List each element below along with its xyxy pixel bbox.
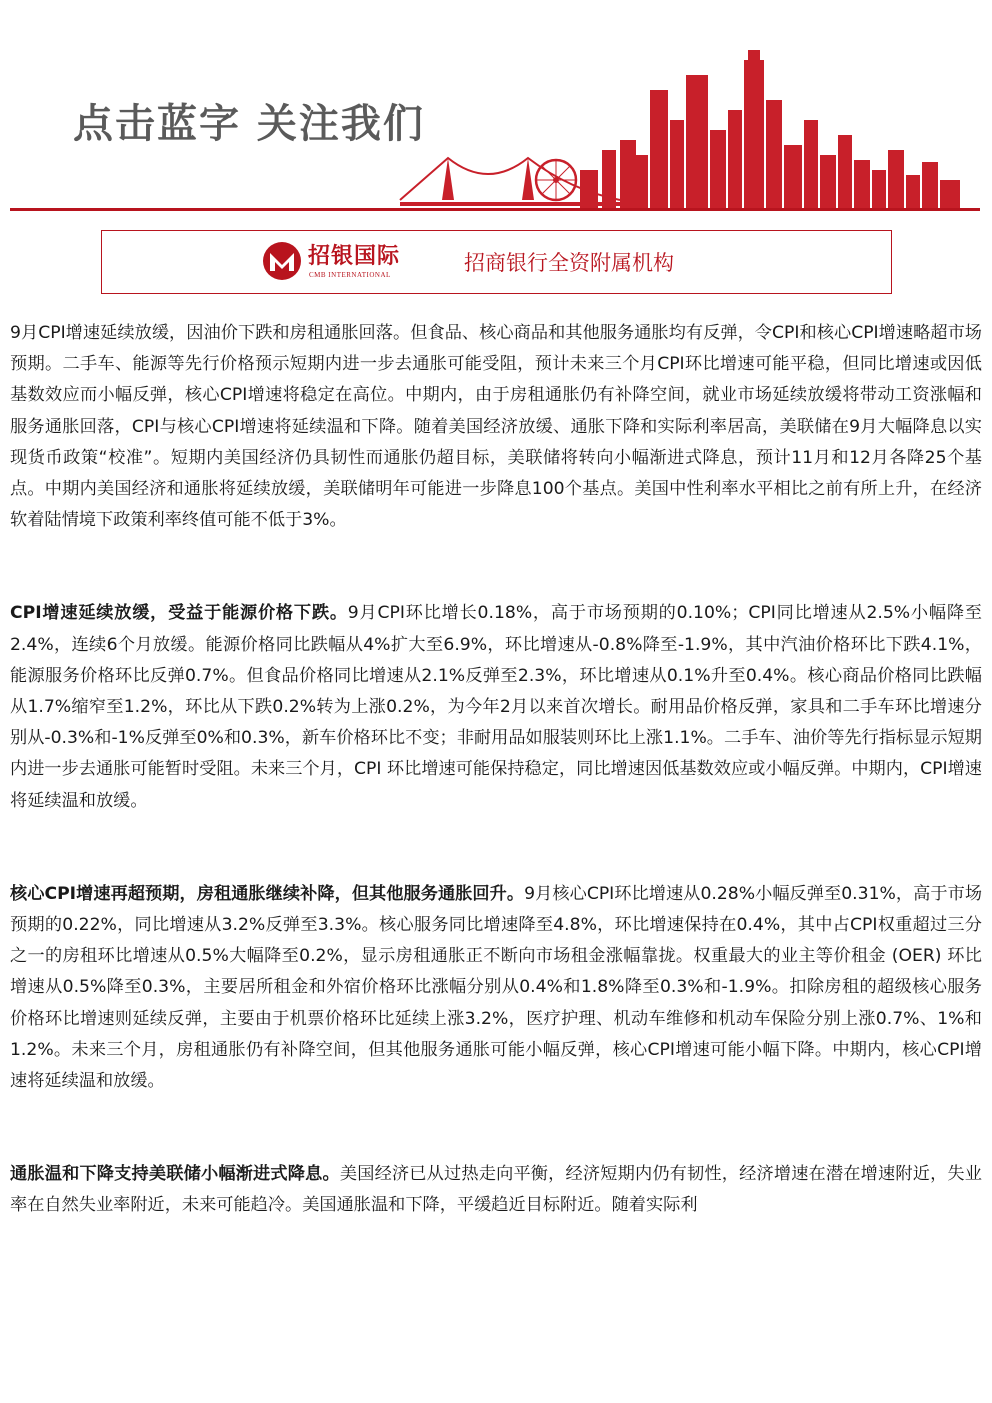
section-paragraph-cpi [10,598,982,816]
section-heading-cpi: CPI增速延续放缓，受益于能源价格下跌。 [10,603,348,624]
article-body [10,318,982,1222]
section-body-core-cpi: 9月核心CPI环比增速从0.28%小幅反弹至0.31%，高于市场预期的0.22%，同比增速从3.2%反弹至3.3%。核心服务同比增速降至4.8%，环比增速保持在0.4%，其中占CPI权重超过三分之一的房租环比增速从0.5%大幅降至0.2%，显示房租通胀正不断向市场租金涨幅靠拢。权重最大的业主等价租金 (OER) 环比增速从0.5%降至0.3%，主要居所租金和外宿价格环比涨幅分别从0.4%和1.8%降至0.3%和-1.9%。扣除房租的超级核心服务价格环比增速则延续反弹，主要由于机票价格环比延续上涨3.2%，医疗护理、机动车维修和机动车保险分别上涨0.7%、1%和1.2%。未来三个月，房租通胀仍有补降空间，但其他服务通胀可能小幅反弹，核心CPI增速可能小幅下降。中期内，核心CPI增速将延续温和放缓。 [10,883,983,1092]
header-slogan[interactable]: 点击蓝字 关注我们 [73,101,425,147]
section-heading-fed: 通胀温和下降支持美联储小幅渐进式降息。 [10,1164,340,1185]
page-header [0,0,992,215]
section-heading-core-cpi: 核心CPI增速再超预期，房租通胀继续补降，但其他服务通胀回升。 [10,883,525,904]
cmb-international-banner [101,230,892,294]
section-paragraph-fed [10,1159,982,1221]
header-divider [10,208,980,211]
logo-english-name: CMB INTERNATIONAL [309,271,391,279]
banner-tagline: 招商银行全资附属机构 [464,251,674,275]
section-body-cpi: 9月CPI环比增长0.18%，高于市场预期的0.10%；CPI同比增速从2.5%小幅降至2.4%，连续6个月放缓。能源价格同比跌幅从4%扩大至6.9%，环比增速从-0.8%降至-1.9%，其中汽油价格环比下跌4.1%，能源服务价格环比反弹0.7%。但食品价格同比增速从2.1%反弹至2.3%，环比增速从0.1%升至0.4%。核心商品价格同比跌幅从1.7%缩窄至1.2%，环比从下跌0.2%转为上涨0.2%，为今年2月以来首次增长。耐用品价格反弹，家具和二手车环比增速分别从-0.3%和-1%反弹至0%和0.3%，新车价格环比不变；非耐用品如服装则环比上涨1.1%。二手车、油价等先行指标显示短期内进一步去通胀可能暂时受阻。未来三个月，CPI 环比增速可能保持稳定，同比增速因低基数效应或小幅反弹。中期内，CPI增速将延续温和放缓。 [10,603,982,811]
cmb-logo-icon [262,241,302,281]
section-body-fed: 美国经济已从过热走向平衡，经济短期内仍有韧性，经济增速在潜在增速附近，失业率在自然失业率附近，未来可能趋冷。美国通胀温和下降，平缓趋近目标附近。随着实际利 [10,1164,982,1216]
intro-paragraph: 9月CPI增速延续放缓，因油价下跌和房租通胀回落。但食品、核心商品和其他服务通胀均有反弹，令CPI和核心CPI增速略超市场预期。二手车、能源等先行价格预示短期内进一步去通胀可能受阻，预计未来三个月CPI环比增速可能平稳，但同比增速或因低基数效应而小幅反弹，核心CPI增速将稳定在高位。中期内，由于房租通胀仍有补降空间，就业市场延续放缓将带动工资涨幅和服务通胀回落，CPI与核心CPI增速将延续温和下降。随着美国经济放缓、通胀下降和实际利率居高，美联储在9月大幅降息以实现货币政策“校准”。短期内美国经济仍具韧性而通胀仍超目标，美联储将转向小幅渐进式降息，预计11月和12月各降25个基点。中期内美国经济和通胀将延续放缓，美联储明年可能进一步降息100个基点。美国中性利率水平相比之前有所上升，在经济软着陆情境下政策利率终值可能不低于3%。 [10,323,982,531]
logo-chinese-name: 招银国际 [308,243,401,269]
city-skyline-illustration [380,50,980,215]
section-paragraph-core-cpi [10,879,982,1097]
